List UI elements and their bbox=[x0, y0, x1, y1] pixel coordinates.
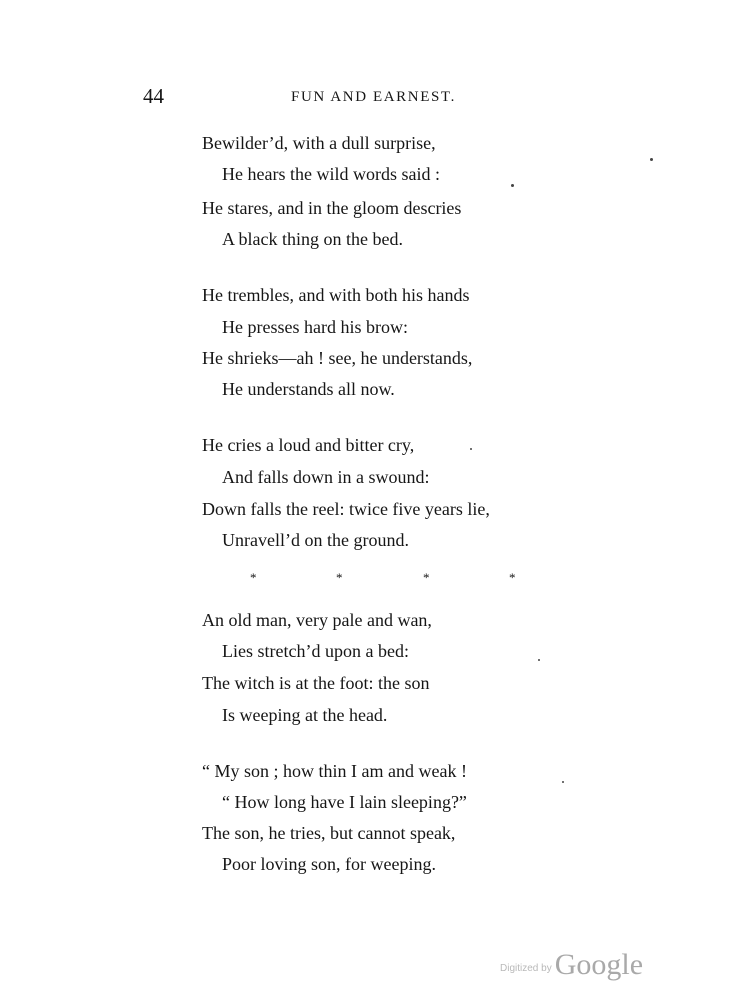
verse-line: Unravell’d on the ground. bbox=[222, 530, 409, 550]
verse-line: He understands all now. bbox=[222, 379, 395, 399]
verse-line: He trembles, and with both his hands bbox=[202, 285, 470, 305]
verse-line: Lies stretch’d upon a bed: bbox=[222, 641, 409, 661]
verse-line: Is weeping at the head. bbox=[222, 705, 388, 725]
verse-line: He hears the wild words said : bbox=[222, 164, 440, 184]
verse-line: He shrieks—ah ! see, he understands, bbox=[202, 348, 473, 368]
verse-line: He cries a loud and bitter cry, bbox=[202, 435, 415, 455]
scan-speck bbox=[511, 184, 514, 187]
separator-asterisk: * bbox=[250, 570, 257, 585]
running-head: FUN AND EARNEST. bbox=[291, 89, 456, 105]
verse-line: He stares, and in the gloom descries bbox=[202, 198, 462, 218]
separator-asterisk: * bbox=[336, 570, 343, 585]
scan-speck bbox=[650, 158, 653, 161]
verse-line: Bewilder’d, with a dull surprise, bbox=[202, 133, 436, 153]
verse-line: Poor loving son, for weeping. bbox=[222, 854, 436, 874]
verse-line: A black thing on the bed. bbox=[222, 229, 403, 249]
verse-line: “ My son ; how thin I am and weak ! bbox=[202, 761, 467, 781]
page-number: 44 bbox=[143, 84, 164, 108]
verse-line: “ How long have I lain sleeping?” bbox=[222, 792, 467, 812]
verse-line: The son, he tries, but cannot speak, bbox=[202, 823, 456, 843]
verse-line: He presses hard his brow: bbox=[222, 317, 408, 337]
scan-speck bbox=[562, 781, 564, 783]
verse-line: An old man, very pale and wan, bbox=[202, 610, 432, 630]
watermark-prefix: Digitized by bbox=[500, 963, 552, 974]
verse-line: And falls down in a swound: bbox=[222, 467, 430, 487]
separator-asterisk: * bbox=[509, 570, 516, 585]
section-separator bbox=[0, 568, 751, 588]
scan-speck bbox=[538, 659, 540, 661]
watermark-brand: Google bbox=[554, 948, 644, 981]
separator-asterisk: * bbox=[423, 570, 430, 585]
scan-speck bbox=[470, 448, 472, 450]
digitized-watermark bbox=[500, 948, 643, 982]
verse-line: Down falls the reel: twice five years lie, bbox=[202, 499, 490, 519]
verse-line: The witch is at the foot: the son bbox=[202, 673, 430, 693]
